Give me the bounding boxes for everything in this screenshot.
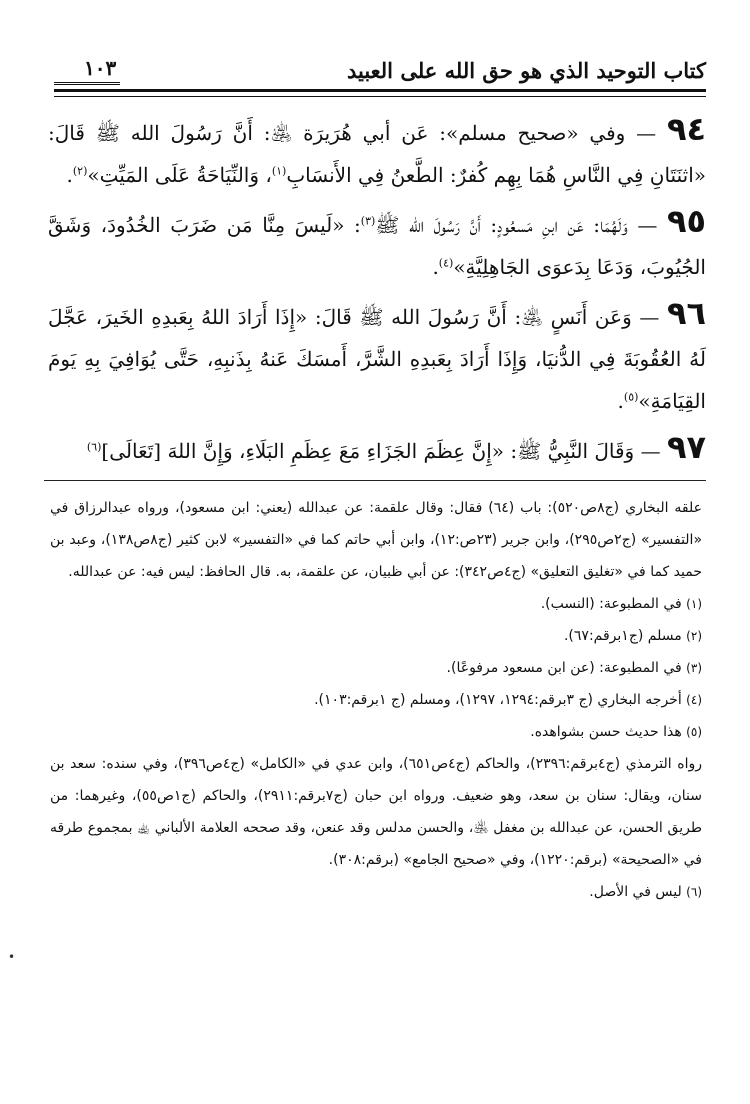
footnote-text: هذا حديث حسن بشواهده. — [530, 724, 682, 740]
footnote-text: مسلم (ج١برقم:٦٧). — [563, 628, 682, 644]
footnote-2 — [50, 620, 702, 652]
footnote-number: (١) — [686, 597, 702, 611]
footnote-5-detail: رواه الترمذي (ج٤برقم:٢٣٩٦)، والحاكم (ج٤ص٦٥١)، وابن عدي في «الكامل» (ج٤ص٣٩٦)، وفي سنده: سعد بن سنان، ويقال: سنان بن سعد، وهو ضعيف. ورواه ابن حبان (ج٧برقم:٢٩١١)، والحاكم (ج١ص٥٥)، وغيرهما: من طريق الحسن، عن عبدالله بن مغفل ﵁، والحسن مدلس وقد عنعن، وقد صححه العلامة الألباني ﵀ بمجموع طرقه في «الصحيحة» (برقم:١٢٢٠)، وفي «صحيح الجامع» (برقم:٣٠٨). — [50, 756, 702, 868]
footnote-4 — [50, 684, 702, 716]
hadith-text: — وفي «صحيح مسلم»: عَن أبي هُرَيرَة ﵁: أَنَّ رَسُولَ الله ﷺ قَالَ: «اثنَتَانِ فِي النَّاسِ هُمَا بِهِم كُفرٌ: الطَّعنُ فِي الأَنسَابِ — [48, 121, 706, 187]
hadith-body — [48, 108, 706, 476]
footnote-ref[interactable]: (٥) — [623, 390, 639, 404]
footnote-number: (٣) — [686, 661, 702, 675]
hadith-text: . — [66, 163, 73, 187]
footnote-ref[interactable]: (٢) — [72, 164, 88, 178]
hadith-text: ، وَالنِّيَاحَةُ عَلَى المَيِّتِ» — [87, 163, 272, 187]
footnote-3 — [50, 652, 702, 684]
footnote-text: ليس في الأصل. — [589, 884, 682, 900]
running-title: كتاب التوحيد الذي هو حق الله على العبيد — [346, 58, 706, 83]
hadith-text: . — [432, 255, 439, 279]
hadith-94 — [48, 108, 706, 196]
hadith-number: ٩٧ — [666, 428, 706, 466]
footnote-separator — [44, 480, 706, 481]
footnote-number: (٤) — [686, 693, 702, 707]
footnote-ref[interactable]: (١) — [271, 164, 287, 178]
hadith-text: — وَقَالَ النَّبِيُّ ﷺ: «إِنَّ عِظَمَ الجَزَاءِ مَعَ عِظَمِ البَلَاءِ، وَإِنَّ اللهَ [تَعَالَى] — [101, 439, 661, 463]
hadith-number: ٩٥ — [666, 202, 707, 240]
hadith-number: ٩٤ — [666, 110, 706, 148]
footnote-ref[interactable]: (٤) — [438, 256, 454, 270]
footnote-1 — [50, 588, 702, 620]
hadith-text: — وَعَن أَنَسٍ ﵁: أَنَّ رَسُولَ الله ﷺ قَالَ: «إِذَا أَرَادَ اللهُ بِعَبدِهِ الخَيرَ، عَجَّلَ لَهُ العُقُوبَةَ فِي الدُّنيَا، وَإِذَا أَرَادَ بِعَبدِهِ الشَّرَّ، أَمسَكَ عَنهُ بِذَنبِهِ، حَتَّى يُوَافِيَ بِهِ يَومَ القِيَامَةِ» — [48, 305, 706, 413]
footnote-ref[interactable]: (٦) — [86, 440, 102, 454]
footnote-text: في المطبوعة: (عن ابن مسعود مرفوعًا). — [446, 660, 682, 676]
hadith-text: . — [617, 389, 624, 413]
hadith-95 — [48, 200, 706, 288]
footnote-number: (٦) — [686, 885, 702, 899]
page-number: ١٠٣ — [54, 56, 120, 85]
hadith-text: : «لَيسَ مِنَّا مَن ضَرَبَ الخُدُودَ، وَشَقَّ الجُيُوبَ، وَدَعَا بِدَعوَى الجَاهِلِيَّةِ» — [48, 213, 706, 279]
footnote-text: في المطبوعة: (النسب). — [540, 596, 682, 612]
header-rule-thin — [54, 96, 706, 97]
header-rule — [54, 89, 706, 92]
footnote-number: (٥) — [686, 725, 702, 739]
hadith-text: — وَلَهُمَا: عَن ابنِ مَسعُودٍ: أَنَّ رَسُولَ الله ﷺ — [375, 213, 658, 237]
footnote-number: (٢) — [686, 629, 702, 643]
notes-intro: علقه البخاري (ج٨ص٥٢٠): باب (٦٤) فقال: وقال علقمة: عن عبدالله (يعني: ابن مسعود)، ورواه عبدالرزاق في «التفسير» (ج٢ص٢٩٥)، وابن جرير (٢٣ص:١٢)، وابن أبي حاتم كما في «التفسير» لابن كثير (ج٨ص١٣٨)، وعبد بن حميد كما في «تغليق التعليق» (ج٤ص٣٤٢): عن أبي ظبيان، عن علقمة، به. قال الحافظ: ليس فيه: عن عبدالله. — [50, 500, 703, 580]
footnote-ref[interactable]: (٣) — [360, 214, 376, 228]
footnotes-section — [50, 492, 702, 908]
footnote-6 — [50, 876, 702, 908]
margin-dot: • — [8, 950, 16, 964]
hadith-96 — [48, 292, 706, 422]
hadith-97 — [48, 426, 706, 472]
hadith-number: ٩٦ — [666, 294, 707, 332]
footnote-text: أخرجه البخاري (ج ٣برقم:١٢٩٤، ١٢٩٧)، ومسلم (ج ١برقم:١٠٣). — [314, 692, 682, 708]
footnote-5 — [50, 716, 702, 748]
page-header — [54, 52, 706, 92]
